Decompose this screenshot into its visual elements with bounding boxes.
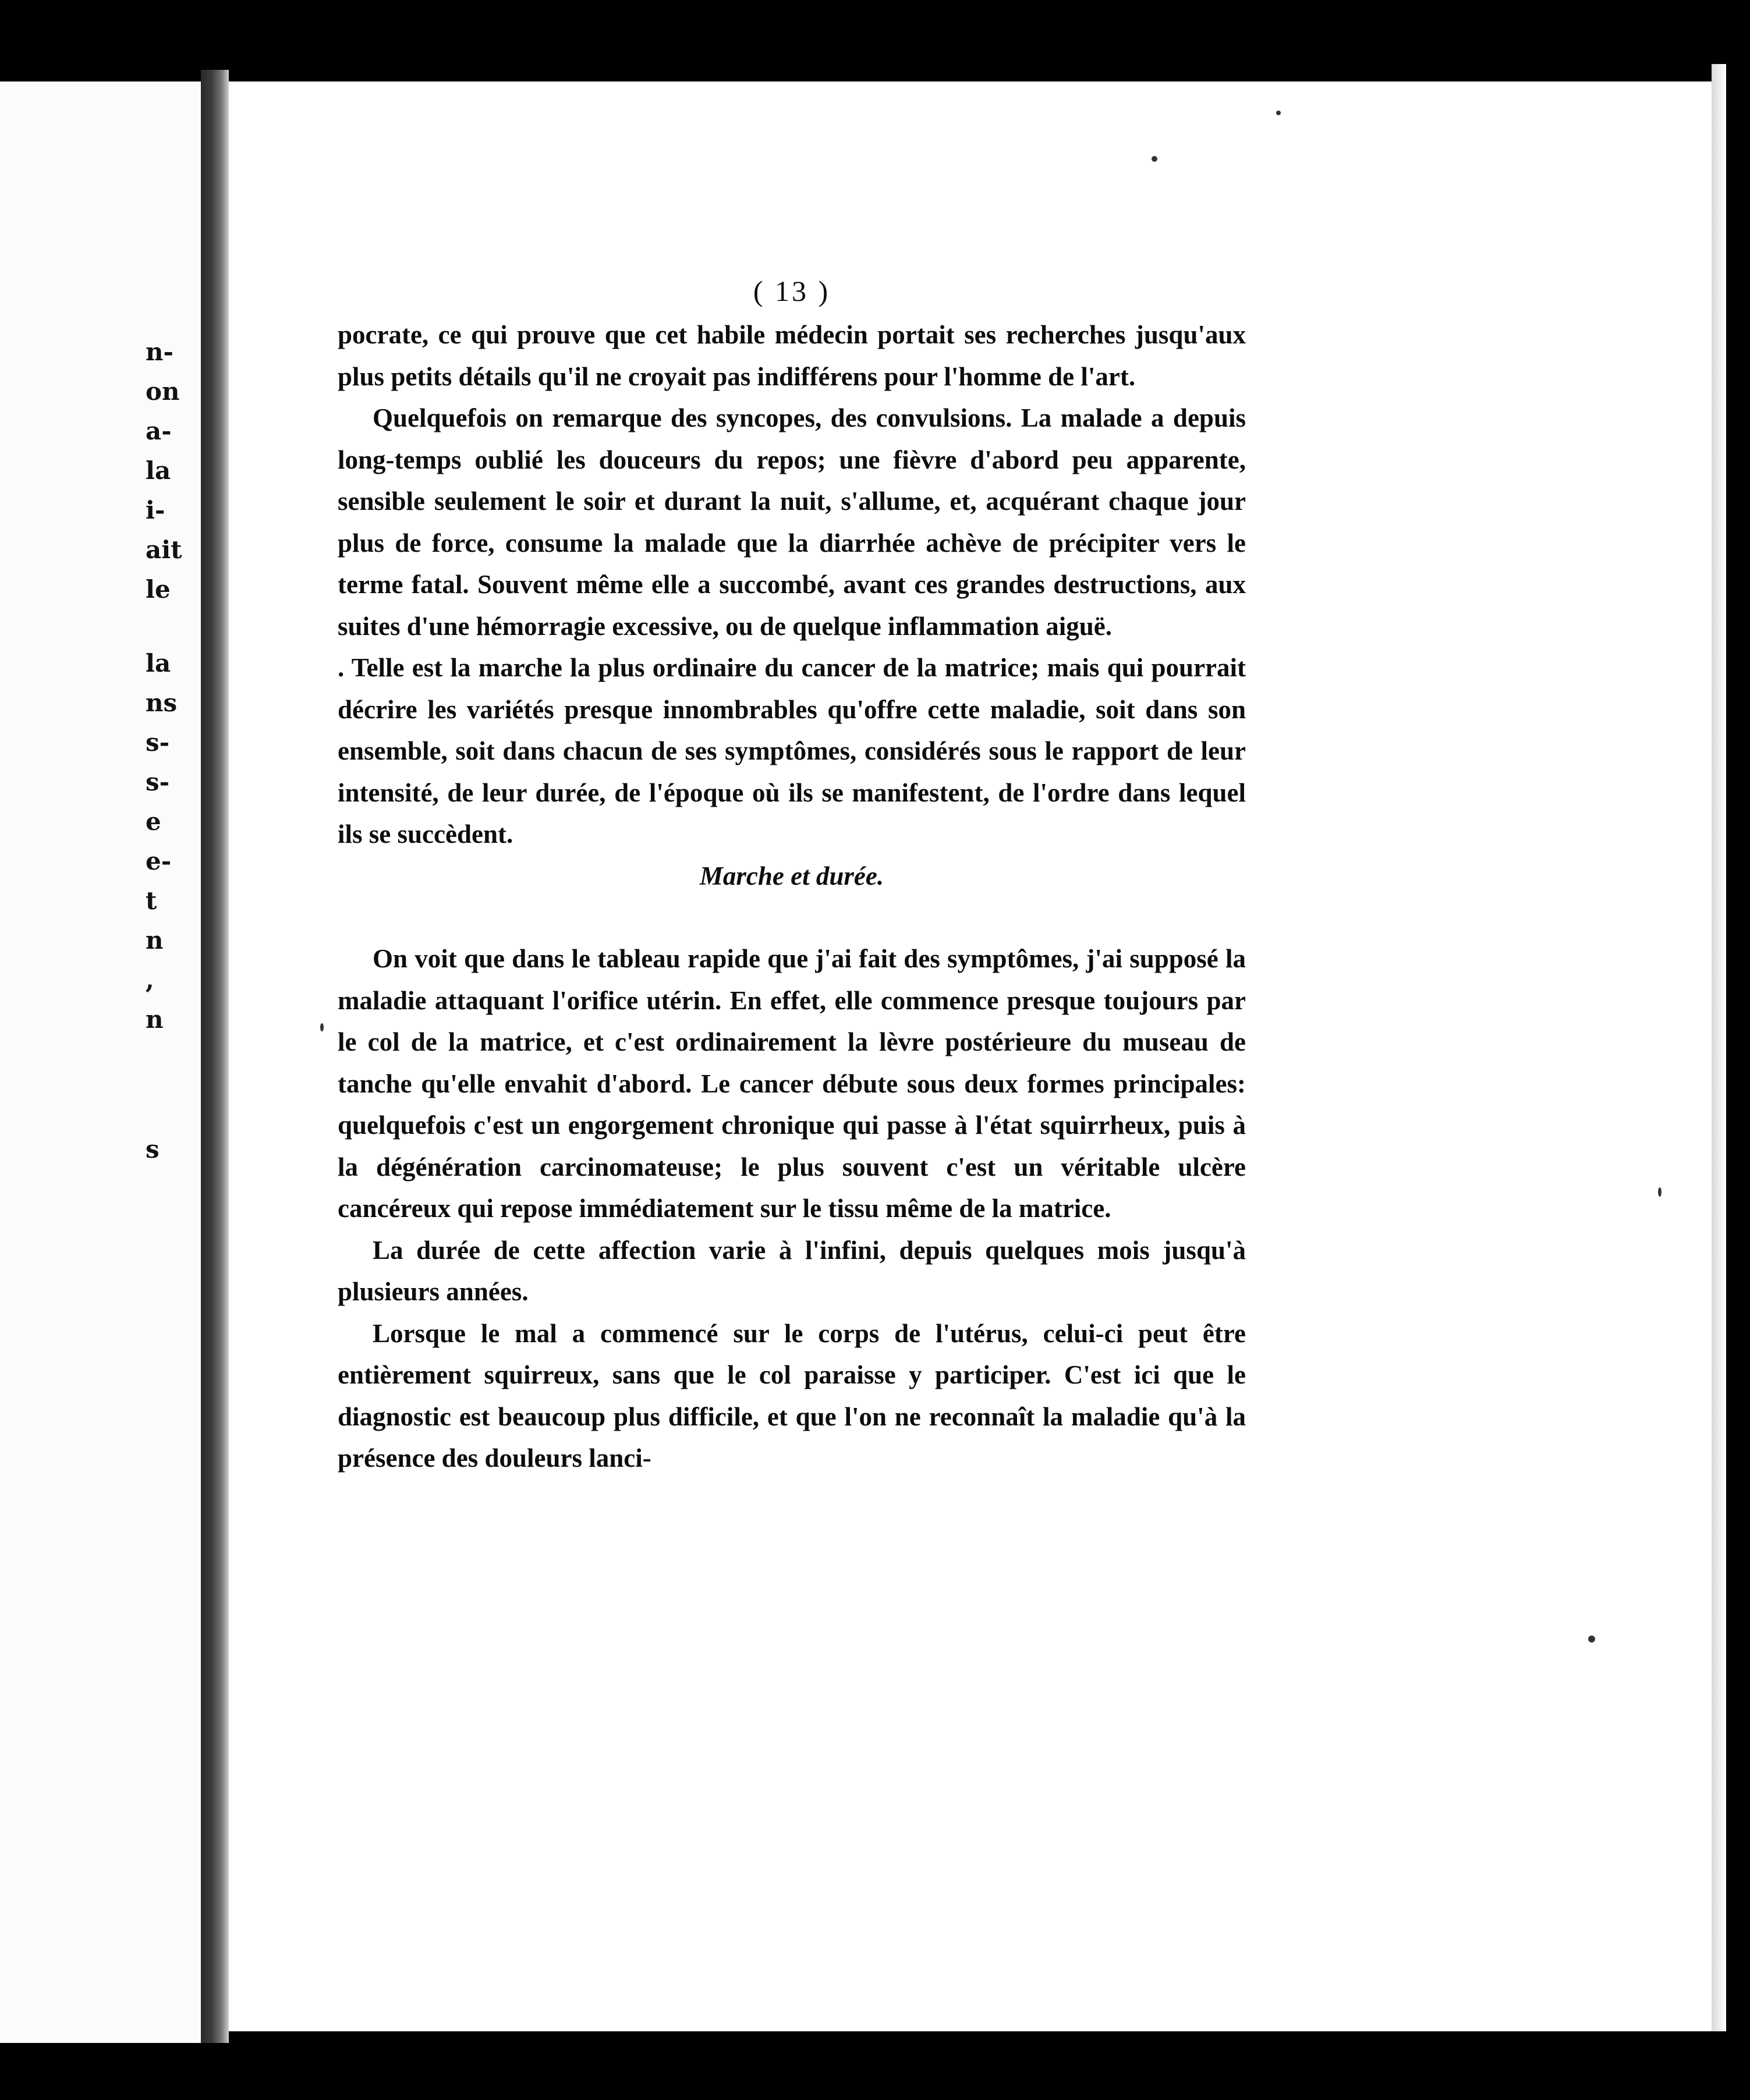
fragment-line: , xyxy=(146,966,154,994)
paragraph: La durée de cette affection varie à l'infini, depuis quelques mois jusqu'à plusieurs années. xyxy=(338,1235,1246,1306)
left-page-edge xyxy=(0,81,201,2043)
fragment-line: e- xyxy=(146,847,172,875)
paragraph: pocrate, ce qui prouve que cet habile médecin portait ses recherches jusqu'aux plus petits détails qu'il ne croyait pas indifférens pour l'homme de l'art. xyxy=(338,320,1246,391)
book-gutter xyxy=(201,70,229,2043)
fragment-line: la xyxy=(146,649,171,677)
paper-speck xyxy=(1276,111,1281,115)
section-heading: Marche et durée. xyxy=(699,861,884,891)
fragment-line: n xyxy=(146,926,164,955)
fragment-line: ait xyxy=(146,535,182,564)
paragraph: On voit que dans le tableau rapide que j'ai fait des symptômes, j'ai supposé la maladie attaquant l'orifice utérin. En effet, elle commence presque toujours par le col de la matrice, et c'est ordinairement la lèvre postérieure du museau de tanche qu'elle envahit d'abord. Le cancer débute sous deux formes principales: quelquefois c'est un engorgement chronique qui passe à l'état squirrheux, puis à la dégénération carcinomateuse; le plus souvent c'est un véritable ulcère cancéreux qui repose immédiatement sur le tissu même de la matrice. xyxy=(338,944,1246,1223)
paragraph: Lorsque le mal a commencé sur le corps de l'utérus, celui-ci peut être entièrement squirreux, sans que le col paraisse y participer. C'est ici que le diagnostic est beaucoup plus difficile, et que l'on ne reconnaît la maladie qu'à la présence des douleurs lanci- xyxy=(338,1318,1246,1473)
fragment-line: s- xyxy=(146,768,170,796)
right-page-edge xyxy=(1712,64,1726,2031)
fragment-line: ns xyxy=(146,689,178,717)
fragment-line: le xyxy=(146,575,171,604)
fragment-line: la xyxy=(146,456,171,485)
fragment-line: t xyxy=(146,886,157,915)
fragment-line: n xyxy=(146,1005,164,1034)
fragment-line: a- xyxy=(146,417,172,445)
paper-speck xyxy=(320,1023,324,1031)
paragraph: . Telle est la marche la plus ordinaire du cancer de la matrice; mais qui pourrait décrire les variétés presque innombrables qu'offre cette maladie, soit dans son ensemble, soit dans chacun de ses symptômes, considérés sous le rapport de leur intensité, de leur durée, de l'époque où ils se manifestent, de l'ordre dans lequel ils se succèdent. xyxy=(338,653,1246,849)
paper-speck xyxy=(1658,1187,1662,1197)
fragment-line: i- xyxy=(146,496,165,524)
paper-speck xyxy=(1152,156,1157,162)
paragraph: Quelquefois on remarque des syncopes, des convulsions. La malade a depuis long-temps oublié les douceurs du repos; une fièvre d'abord peu apparente, sensible seulement le soir et durant la nuit, s'allume, et, acquérant chaque jour plus de force, consume la malade que la diarrhée achève de précipiter vers le terme fatal. Souvent même elle a succombé, avant ces grandes destructions, aux suites d'une hémorragie excessive, ou de quelque inflammation aiguë. xyxy=(338,403,1246,641)
page-text-block xyxy=(338,268,1246,1480)
page-number: ( 13 ) xyxy=(753,275,831,307)
paper-speck xyxy=(1588,1636,1595,1643)
fragment-line: s xyxy=(146,1135,160,1163)
fragment-line: e xyxy=(146,807,161,836)
fragment-line: n- xyxy=(146,338,173,366)
fragment-line: on xyxy=(146,377,180,406)
fragment-line: s- xyxy=(146,728,170,757)
